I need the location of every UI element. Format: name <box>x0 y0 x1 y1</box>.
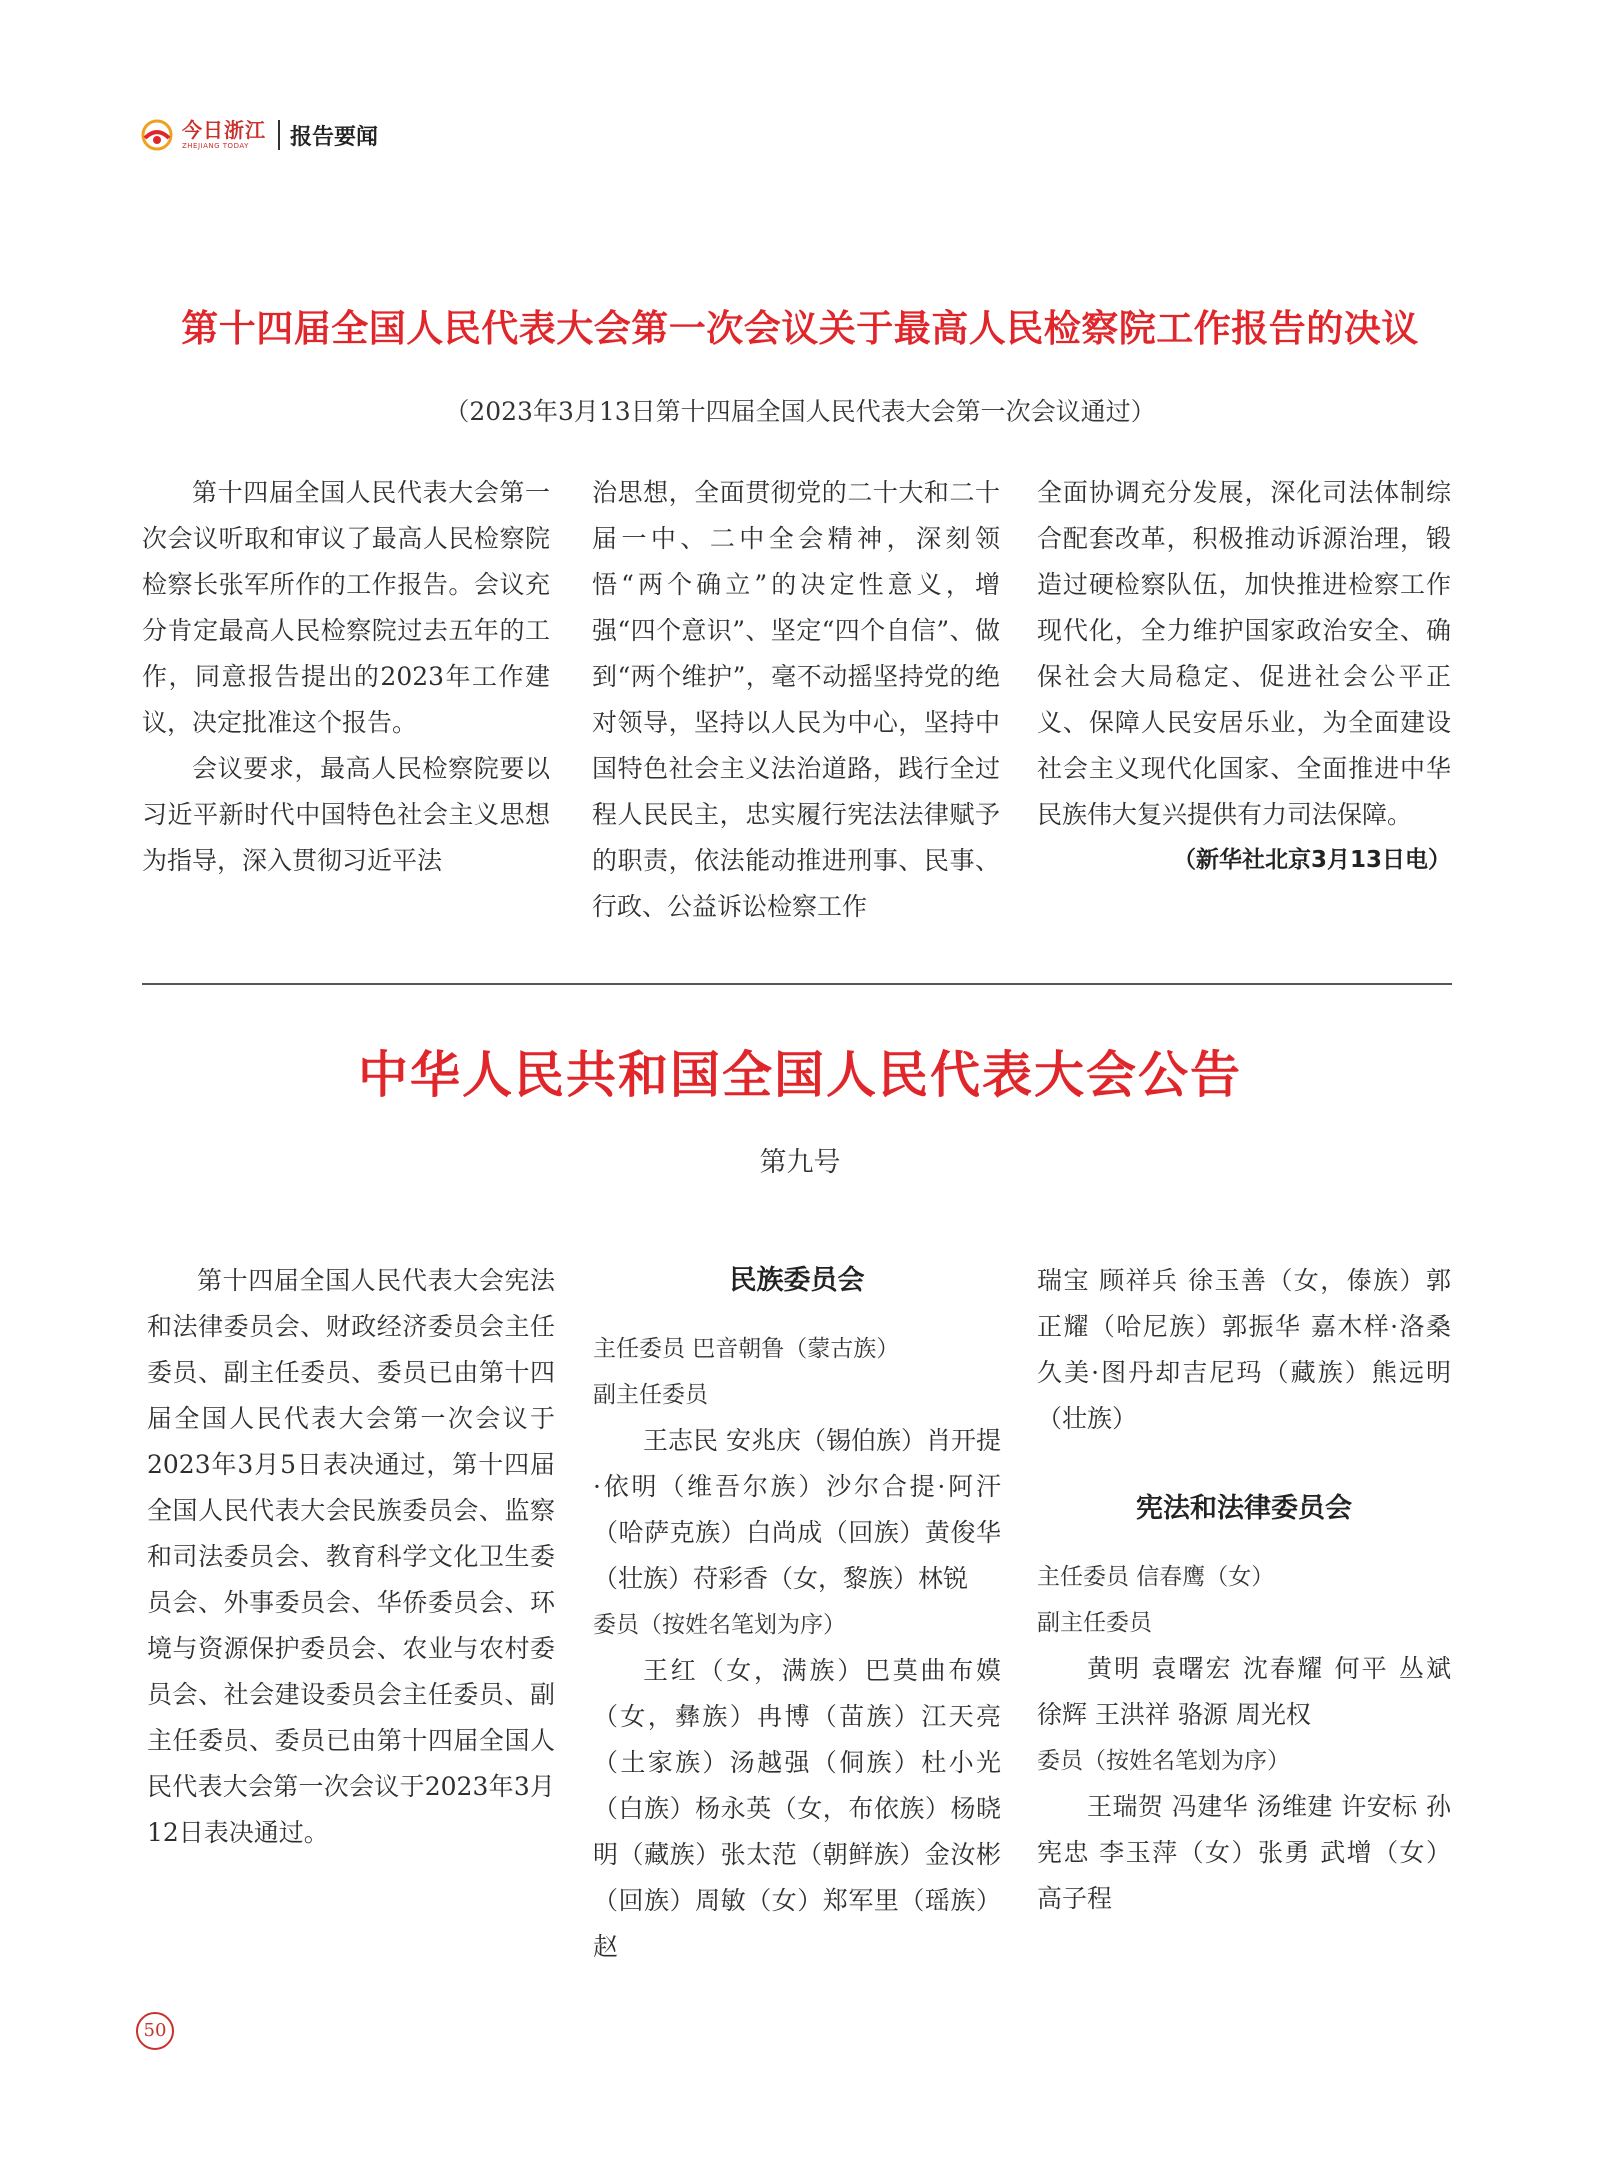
member-label: 委员（按姓名笔划为序） <box>1037 1748 1290 1774</box>
vice-chair-label: 副主任委员 <box>593 1382 708 1408</box>
article2-column-2 <box>593 1258 1001 1970</box>
vice-chair-list: 黄明 袁曙宏 沈春耀 何平 丛斌 徐辉 王洪祥 骆源 周光权 <box>1037 1654 1451 1729</box>
article1-paragraph-2: 会议要求，最高人民检察院要以习近平新时代中国特色社会主义思想为指导，深入贯彻习近平法 <box>142 754 550 875</box>
announcement-number: 第九号 <box>759 1147 841 1178</box>
article1-paragraph-1: 第十四届全国人民代表大会第一次会议听取和审议了最高人民检察院检察长张军所作的工作报告。会议充分肯定最高人民检察院过去五年的工作，同意报告提出的2023年工作建议，决定批准这个报告。 <box>142 478 550 737</box>
page-header <box>140 115 378 155</box>
vice-chair-list: 王志民 安兆庆（锡伯族）肖开提·依明（维吾尔族）沙尔合提·阿汗（哈萨克族）白尚成（回族）黄俊华（壮族）苻彩香（女，黎族）林锐 <box>593 1426 1001 1593</box>
logo-cn: 今日浙江 <box>182 118 266 142</box>
committee-chair: 主任委员 巴音朝鲁（蒙古族） <box>593 1336 900 1362</box>
article1-paragraph-continued: 治思想，全面贯彻党的二十大和二十届一中、二中全会精神，深刻领悟“两个确立”的决定性意义，增强“四个意识”、坚定“四个自信”、做到“两个维护”，毫不动摇坚持党的绝对领导，坚持以人民为中心，坚持中国特色社会主义法治道路，践行全过程人民民主，忠实履行宪法法律赋予的职责，依法能动推进刑事、民事、行政、公益诉讼检察工作 <box>592 478 1000 921</box>
article2-column-1 <box>147 1258 555 1856</box>
section-tag: 报告要闻 <box>290 124 379 150</box>
member-label: 委员（按姓名笔划为序） <box>593 1612 846 1638</box>
section-divider <box>142 983 1452 985</box>
logo-en: ZHEJIANG TODAY <box>182 142 249 150</box>
committee-chair: 主任委员 信春鹰（女） <box>1037 1564 1275 1590</box>
logo-icon <box>140 118 174 152</box>
logo <box>182 120 266 150</box>
header-divider <box>278 120 280 150</box>
article1-column-3 <box>1037 470 1451 882</box>
news-source: （新华社北京3月13日电） <box>1172 847 1451 873</box>
article2-title: 中华人民共和国全国人民代表大会公告 <box>358 1046 1242 1104</box>
article1-column-1 <box>142 470 550 884</box>
committee-heading-law: 宪法和法律委员会 <box>1136 1493 1352 1524</box>
member-list: 王瑞贺 冯建华 汤维建 许安标 孙宪忠 李玉萍（女）张勇 武增（女）高子程 <box>1037 1792 1451 1913</box>
article2-column-3 <box>1037 1258 1451 1922</box>
article1-paragraph-end: 全面协调充分发展，深化司法体制综合配套改革，积极推动诉源治理，锻造过硬检察队伍，加快推进检察工作现代化，全力维护国家政治安全、确保社会大局稳定、促进社会公平正义、保障人民安居乐业，为全面建设社会主义现代化国家、全面推进中华民族伟大复兴提供有力司法保障。 <box>1037 478 1451 829</box>
article1-subtitle: （2023年3月13日第十四届全国人民代表大会第一次会议通过） <box>444 397 1156 426</box>
member-list-continued: 瑞宝 顾祥兵 徐玉善（女，傣族）郭正耀（哈尼族）郭振华 嘉木样·洛桑久美·图丹却吉尼玛（藏族）熊远明（壮族） <box>1037 1266 1451 1433</box>
member-list: 王红（女，满族）巴莫曲布嫫（女，彝族）冉博（苗族）江天亮（土家族）汤越强（侗族）杜小光（白族）杨永英（女，布依族）杨晓明（藏族）张太范（朝鲜族）金汝彬（回族）周敏（女）郑军里（瑶族）赵 <box>593 1656 1001 1961</box>
committee-heading-ethnic: 民族委员会 <box>729 1265 865 1296</box>
page-number: 50 <box>136 2012 174 2050</box>
article1-column-2 <box>592 470 1000 930</box>
announcement-intro: 第十四届全国人民代表大会宪法和法律委员会、财政经济委员会主任委员、副主任委员、委员已由第十四届全国人民代表大会第一次会议于2023年3月5日表决通过，第十四届全国人民代表大会民族委员会、监察和司法委员会、教育科学文化卫生委员会、外事委员会、华侨委员会、环境与资源保护委员会、农业与农村委员会、社会建设委员会主任委员、副主任委员、委员已由第十四届全国人民代表大会第一次会议于2023年3月12日表决通过。 <box>147 1266 555 1847</box>
vice-chair-label: 副主任委员 <box>1037 1610 1152 1636</box>
article1-title: 第十四届全国人民代表大会第一次会议关于最高人民检察院工作报告的决议 <box>181 307 1419 350</box>
